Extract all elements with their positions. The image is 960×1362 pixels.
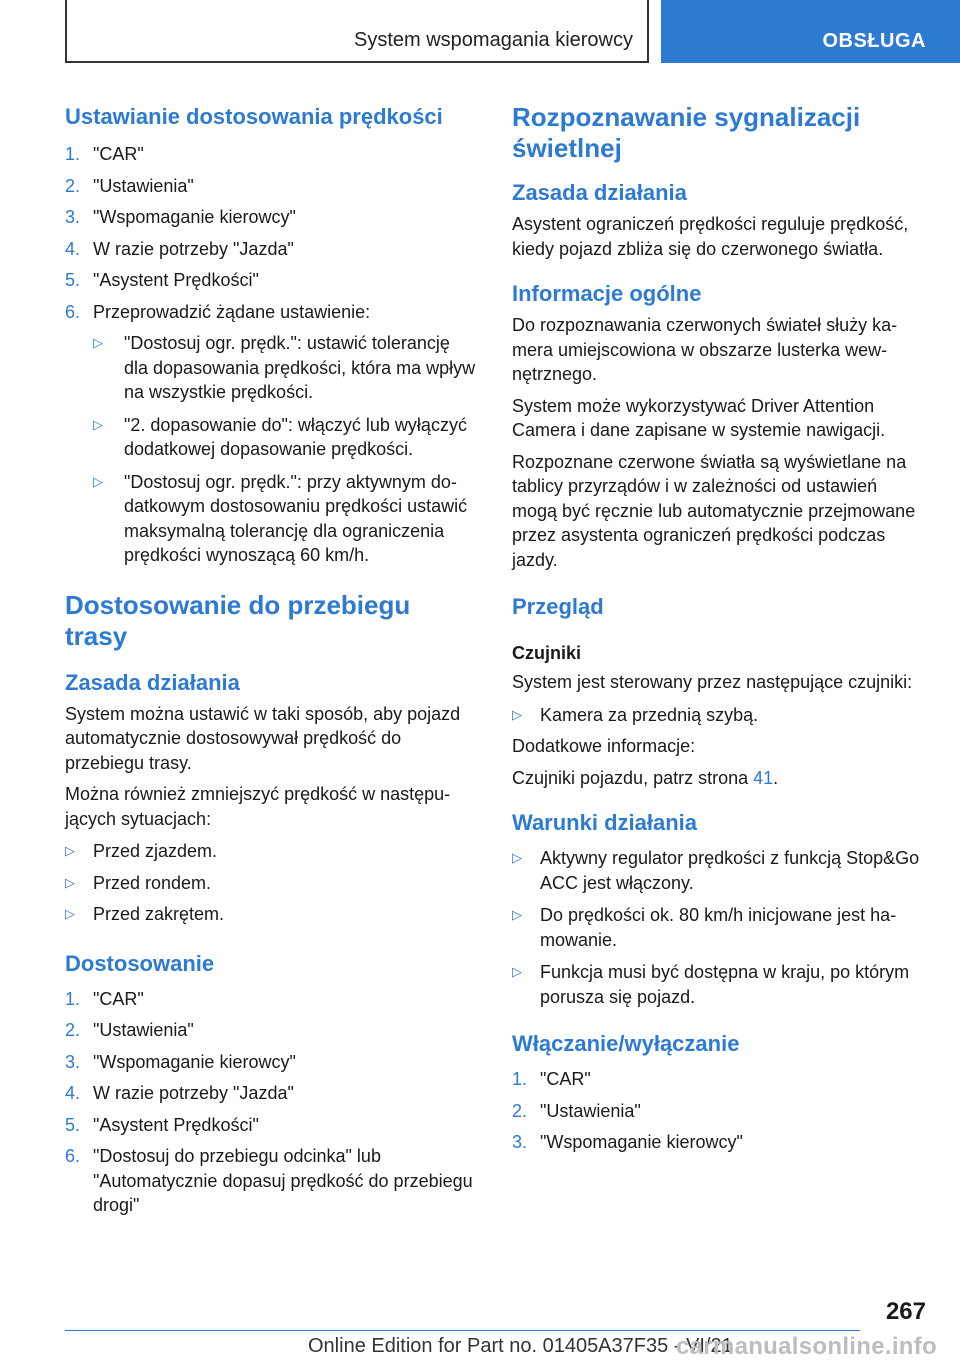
- list-item: ▷ Aktywny regulator prędkości z funkcją Stop&Go ACC jest włączony.: [512, 848, 920, 893]
- list-item: ▷ Przed zakrętem.: [65, 902, 477, 927]
- subsection-title-conditions: Warunki działania: [512, 810, 698, 835]
- page-number: 267: [885, 1298, 926, 1325]
- list-item: 4. W razie potrzeby "Jazda": [65, 238, 294, 259]
- list-item: ▷ "Dostosuj ogr. prędk.": ustawić tolerancję dla dopasowania prędkości, która ma wpływ na wszystkie prędkości.: [93, 333, 476, 402]
- paragraph: Asystent ograniczeń prędkości reguluje prędkość, kiedy pojazd zbliża się do czerwonego światła.: [512, 214, 909, 259]
- subsection-title-general-info: Informacje ogólne: [512, 281, 702, 306]
- right-column: [512, 100, 926, 1155]
- header-tab[interactable]: [661, 0, 960, 63]
- list-item: ▷ Kamera za przednią szybą.: [512, 703, 926, 728]
- bullet-list-situations: [65, 839, 477, 927]
- list-item: 5. "Asystent Prędkości": [65, 1114, 259, 1135]
- list-item: ▷ Funkcja musi być dostępna w kraju, po którym porusza się pojazd.: [512, 962, 910, 1007]
- steps-list-on-off: [512, 1067, 926, 1155]
- list-item: 2. "Ustawienia": [65, 175, 194, 196]
- list-item: 1. "CAR": [65, 144, 144, 164]
- triangle-bullet-icon: ▷: [93, 335, 103, 350]
- list-item: 2. "Ustawienia": [65, 1020, 194, 1040]
- list-item: ▷ Przed rondem.: [65, 871, 477, 896]
- subsection-title-principle: Zasada działania: [512, 180, 687, 205]
- paragraph: Rozpoznane czerwone światła są wyświetlane na tablicy przyrządów i w zależności od ustawień mogą być ręcznie lub automatycznie przejmowane przez asystenta ograniczeń prędkości podczas jazdy.: [512, 451, 916, 570]
- triangle-bullet-icon: ▷: [65, 843, 75, 858]
- triangle-bullet-icon: ▷: [512, 850, 522, 865]
- paragraph: System może wykorzystywać Driver Attention Camera i dane zapisane w systemie nawigacji.: [512, 395, 886, 440]
- list-item: 2. "Ustawienia": [512, 1100, 641, 1121]
- steps-list-route-adjust: [65, 987, 477, 1218]
- triangle-bullet-icon: ▷: [65, 874, 75, 890]
- paragraph: System jest sterowany przez następujące czujniki:: [512, 672, 913, 692]
- list-item: 3. "Wspomaganie kierowcy": [65, 207, 296, 227]
- triangle-bullet-icon: ▷: [93, 473, 103, 489]
- footer-divider: [65, 1330, 860, 1331]
- list-item: 6. "Dostosuj do przebiegu odcinka" lub "Automatycznie dopasuj prędkość do przebiegu drogi": [65, 1146, 473, 1215]
- sub-bullet-list: [93, 331, 477, 568]
- paragraph: Można również zmniejszyć prędkość w następujących sytuacjach:: [65, 784, 451, 829]
- header-tab-label: OBSŁUGA: [822, 30, 926, 52]
- list-item: ▷ Przed zjazdem.: [65, 839, 477, 864]
- bullet-list-conditions: [512, 846, 926, 1009]
- footer-edition: Online Edition for Part no. 01405A37F35 - VI/21: [308, 1335, 733, 1357]
- list-item: ▷ Do prędkości ok. 80 km/h inicjowane jest hamowanie.: [512, 905, 897, 950]
- section-title-route-adjust: Dostosowanie do przebiegu trasy: [65, 589, 411, 651]
- list-item: 1. "CAR": [512, 1069, 591, 1089]
- header-section-title: System wspomagania kierowcy: [354, 29, 633, 51]
- triangle-bullet-icon: ▷: [512, 907, 522, 922]
- cross-reference: Czujniki pojazdu, patrz strona 41.: [512, 767, 779, 788]
- list-item: ▷ "2. dopasowanie do": włączyć lub wyłączyć dodatkowej dopasowanie prędkości.: [93, 414, 467, 459]
- list-item: 3. "Wspomaganie kierowcy": [512, 1132, 743, 1152]
- triangle-bullet-icon: ▷: [512, 964, 522, 979]
- list-item: 6. Przeprowadzić żądane ustawienie:: [65, 301, 371, 322]
- subsection-title-principle: Zasada działania: [65, 669, 240, 695]
- header-section-box: [65, 0, 649, 63]
- list-item: ▷ "Dostosuj ogr. prędk.": przy aktywnym dodatkowym dostosowaniu prędkości ustawić maksymalną tolerancję dla ograniczenia prędkości wynoszącą 60 km/h.: [93, 471, 468, 565]
- list-item: 4. W razie potrzeby "Jazda": [65, 1083, 294, 1103]
- steps-list-speed-adjust: [65, 142, 477, 324]
- heading-sensors: Czujniki: [512, 643, 582, 663]
- paragraph: Dodatkowe informacje:: [512, 736, 696, 756]
- left-column: [65, 100, 477, 1218]
- triangle-bullet-icon: ▷: [93, 416, 103, 432]
- subsection-title-adjust: Dostosowanie: [65, 950, 215, 976]
- list-item: 3. "Wspomaganie kierowcy": [65, 1051, 296, 1072]
- subsection-title-overview: Przegląd: [512, 594, 604, 619]
- paragraph: Do rozpoznawania czerwonych świateł służy kamera umiejscowiona w obszarze lusterka wewnętrznego.: [512, 315, 898, 384]
- subsection-title-on-off: Włączanie/wyłączanie: [512, 1031, 740, 1056]
- triangle-bullet-icon: ▷: [512, 706, 522, 722]
- list-item: 1. "CAR": [65, 988, 144, 1009]
- list-item: 5. "Asystent Prędkości": [65, 270, 259, 290]
- triangle-bullet-icon: ▷: [65, 906, 75, 921]
- paragraph: System można ustawić w taki sposób, aby pojazd automatycznie dostosowywał prędkość do przebiegu trasy.: [65, 703, 461, 773]
- bullet-list-sensors: [512, 703, 926, 728]
- page-link[interactable]: 41: [753, 767, 774, 788]
- section-title-traffic-lights: Rozpoznawanie sygnalizacji świetlnej: [512, 102, 861, 163]
- section-title-speed-adjust: Ustawianie dostosowania prędkości: [65, 104, 443, 129]
- watermark: carmanualsonline.info: [676, 1333, 938, 1360]
